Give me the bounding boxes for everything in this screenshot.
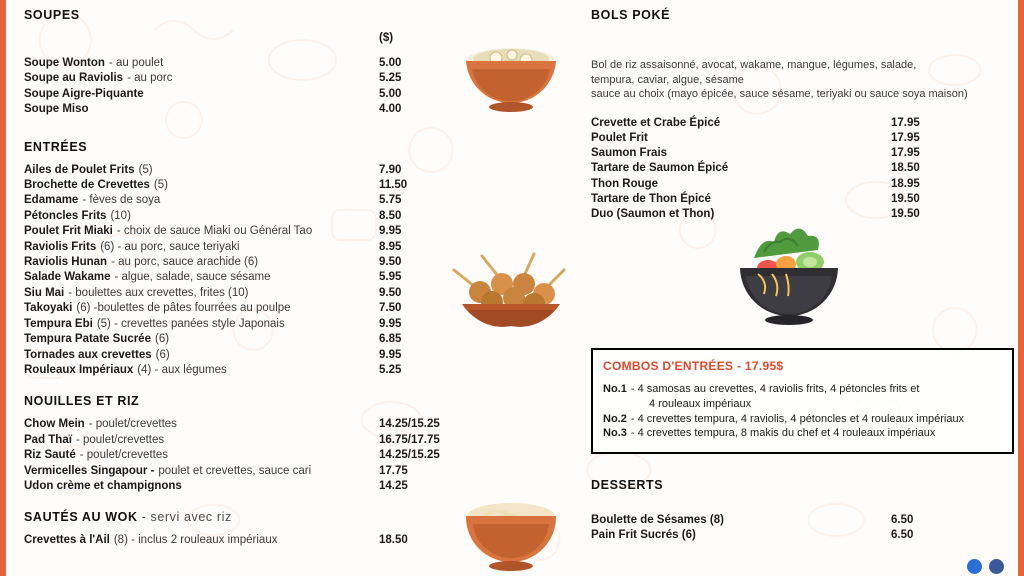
item-desc: (8) - inclus 2 rouleaux impériaux [113,534,278,547]
item-price: 5.00 [379,57,402,69]
item-price: 18.50 [891,162,920,175]
item-price: 6.85 [379,333,402,346]
combo-item [603,426,1002,441]
item-price: 9.50 [379,256,402,269]
item-name: Chow Mein [24,418,85,431]
menu-item [24,433,584,448]
item-price: 8.50 [379,209,402,222]
right-column [591,8,1016,542]
poke-desc-line2: tempura, caviar, algue, sésame [591,73,744,86]
item-name: Takoyaki [24,302,73,315]
item-name: Tempura Patate Sucrée [24,333,151,346]
item-price: 9.50 [379,286,402,299]
combos-box [591,348,1014,454]
item-price: 5.95 [379,271,402,284]
item-desc: (4) - aux légumes [137,363,227,376]
item-desc: - poulet/crevettes [88,418,177,431]
combo-text: - 4 samosas au crevettes, 4 raviolis frits, 4 pétoncles frits et [630,383,920,395]
menu-item [24,163,584,178]
menu-item [591,177,1016,192]
item-desc: poulet et crevettes, sauce cari [158,464,312,477]
takoyaki-skewers-illustration [446,240,576,330]
combo-number: No.2 [603,412,627,425]
item-desc: - poulet/crevettes [79,449,168,462]
item-name: Udon crème et champignons [24,479,182,492]
item-name: Thon Rouge [591,177,659,190]
menu-item [24,209,584,224]
poke-description [591,58,1016,102]
combo-text: - 4 crevettes tempura, 8 makis du chef et 4 rouleaux impériaux [630,427,936,440]
item-price: 19.50 [891,208,920,220]
item-price: 19.50 [891,192,920,205]
section-title-text: SAUTÉS AU WOK [24,510,138,525]
item-desc: - au porc, sauce arachide (6) [111,256,259,269]
item-price: 17.95 [891,116,920,129]
menu-item [591,207,1016,222]
social-icons [967,559,1004,574]
item-desc: (6) -boulettes de pâtes fourrées au poulpe [76,302,291,315]
item-name: Ailes de Poulet Frits [24,163,135,176]
item-name: Raviolis Frits [24,240,97,253]
item-name: Boulette de Sésames (8) [591,514,724,526]
section-title-entrees: ENTRÉES [24,139,88,154]
poke-bowl-illustration [724,222,854,334]
item-price: 17.95 [891,131,920,144]
poke-desc-line1: Bol de riz assaisonné, avocat, wakame, mangue, légumes, salade, [591,59,917,71]
item-desc: (6) - au porc, sauce teriyaki [100,240,240,253]
item-desc: - fèves de soya [82,194,161,207]
item-desc: (6) [154,333,170,346]
item-name: Edamame [24,194,79,207]
item-name: Tempura Ebi [24,317,93,330]
section-title-desserts: DESSERTS [591,478,664,492]
item-price: 17.75 [379,464,408,477]
noodle-bowl-illustration [446,480,576,575]
messenger-icon[interactable] [989,559,1004,574]
combo-number: No.1 [603,383,627,395]
item-name: Soupe Wonton [24,57,105,69]
desserts-list [591,513,1014,543]
item-name: Pain Frit Sucrés (6) [591,529,696,542]
item-name: Tartare de Thon Épicé [591,192,711,205]
item-name: Soupe Miso [24,103,89,116]
menu-item [591,161,1016,176]
item-name: Crevette et Crabe Épicé [591,116,721,129]
menu-item [591,192,1016,207]
item-name: Poulet Frit [591,131,648,144]
item-name: Siu Mai [24,286,65,299]
item-desc: - boulettes aux crevettes, frites (10) [68,286,249,299]
menu-item [591,528,1014,543]
item-price: 9.95 [379,348,402,361]
menu-item [591,146,1016,161]
item-name: Pétoncles Frits [24,209,107,222]
menu-item [591,116,1016,131]
menu-item [24,178,584,193]
item-name: Raviolis Hunan [24,256,108,269]
item-name: Brochette de Crevettes [24,179,150,192]
item-name: Tornades aux crevettes [24,348,152,361]
item-name: Riz Sauté [24,449,76,462]
menu-item [24,464,584,479]
item-price: 9.95 [379,317,402,330]
item-name: Poulet Frit Miaki [24,225,113,238]
item-price: 18.50 [379,534,408,547]
item-price: 11.50 [379,179,408,192]
menu-item [24,448,584,463]
poke-list [591,116,1016,222]
menu-item [24,363,584,378]
section-title-soupes: SOUPES [24,8,80,22]
menu-item [591,131,1016,146]
currency-label: ($) [379,32,394,44]
item-desc: (6) [155,348,170,361]
item-name: Soupe Aigre-Piquante [24,87,144,100]
item-price: 5.25 [379,363,402,376]
combo-text-continued: 4 rouleaux impériaux [649,397,752,410]
item-name: Rouleaux Impériaux [24,363,134,376]
combo-item [603,382,1002,397]
item-desc: (5) [138,163,153,176]
item-desc: (5) [153,179,168,192]
item-price: 7.90 [379,163,402,176]
soup-bowl-illustration [446,25,576,115]
item-name: Tartare de Saumon Épicé [591,162,729,175]
item-price: 18.95 [891,177,920,190]
item-price: 8.95 [379,240,402,253]
menu-item [591,513,1014,528]
section-subtitle: - servi avec riz [141,510,232,525]
item-desc: - au porc [127,72,173,85]
item-name: Duo (Saumon et Thon) [591,208,715,220]
item-price: 17.95 [891,147,920,160]
combo-text: - 4 crevettes tempura, 4 raviolis, 4 pétoncles et 4 rouleaux impériaux [630,412,965,425]
item-price: 6.50 [891,529,914,542]
item-name: Vermicelles Singapour - [24,464,155,477]
item-price: 14.25/15.25 [379,449,440,462]
menu-item [24,193,584,208]
item-desc: - poulet/crevettes [75,433,165,446]
item-price: 7.50 [379,302,402,315]
item-price: 5.75 [379,194,402,207]
combos-title: COMBOS D'ENTRÉES - 17.95$ [603,359,784,373]
item-desc: (10) [110,209,131,222]
item-price: 5.25 [379,72,402,85]
menu-item [24,417,584,432]
desserts-section [591,478,1014,543]
item-price: 14.25/15.25 [379,418,440,431]
item-price: 6.50 [891,514,914,526]
section-title-poke: BOLS POKÉ [591,8,671,22]
item-desc: (5) - crevettes panées style Japonais [96,317,285,330]
item-price: 5.00 [379,87,402,100]
combo-number: No.3 [603,427,627,440]
item-desc: - algue, salade, sauce sésame [114,271,271,284]
item-price: 9.95 [379,225,402,238]
menu-item [24,224,584,239]
item-name: Salade Wakame [24,271,111,284]
menu-item [24,332,584,347]
combo-item [603,412,1002,427]
item-desc: - au poulet [108,57,164,69]
item-desc: - choix de sauce Miaki ou Général Tao [116,225,313,238]
section-title-nouilles: NOUILLES ET RIZ [24,394,140,409]
item-name: Crevettes à l'Ail [24,534,110,547]
menu-item [24,348,584,363]
item-price: 14.25 [379,479,408,492]
facebook-icon[interactable] [967,559,982,574]
item-name: Saumon Frais [591,147,668,160]
item-name: Soupe au Raviolis [24,72,124,85]
item-name: Pad Thaï [24,433,72,446]
item-price: 4.00 [379,103,402,116]
poke-desc-line3: sauce au choix (mayo épicée, sauce sésame, teriyaki ou sauce soya maison) [591,88,968,101]
item-price: 16.75/17.75 [379,433,440,446]
